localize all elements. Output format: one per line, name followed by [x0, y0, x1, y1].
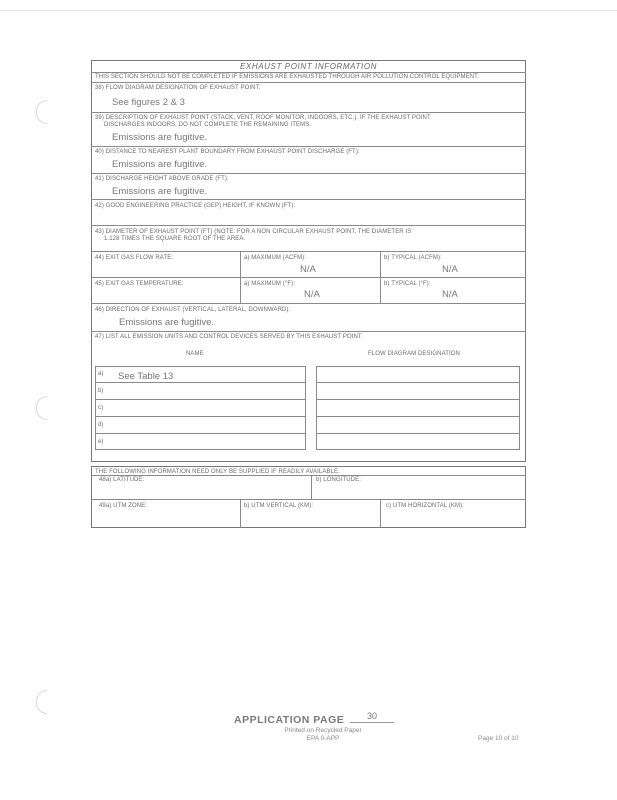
q47-label: 47) LIST ALL EMISSION UNITS AND CONTROL DEVICES SERVED BY THIS EXHAUST POINT:: [95, 334, 363, 340]
q44-typical-label: b) TYPICAL (ACFM):: [384, 255, 442, 261]
punch-hole: [36, 396, 47, 420]
latitude-label: 48a) LATITUDE:: [99, 477, 145, 483]
q40-label: 40) DISTANCE TO NEAREST PLANT BOUNDARY FROM EXHAUST POINT DISCHARGE (FT):: [95, 149, 360, 155]
q39-label-line1: 39) DESCRIPTION OF EXHAUST POINT (STACK, VENT, ROOF MONITOR, INDOORS, ETC.). IF THE EXHAUST POINT: [95, 115, 431, 121]
q47-column-name: NAME: [186, 351, 204, 357]
q45-typical-label: b) TYPICAL (°F):: [384, 281, 431, 287]
q41-value: Emissions are fugitive.: [112, 186, 208, 197]
application-page-label: APPLICATION PAGE: [234, 714, 345, 726]
recycled-paper-note: Printed on Recycled Paper: [284, 727, 362, 734]
q43-label-line1: 43) DIAMETER OF EXHAUST POINT (FT) (NOTE: FOR A NON CIRCULAR EXHAUST POINT, THE DIAMETER IS: [95, 229, 412, 235]
form-title: EXHAUST POINT INFORMATION: [239, 62, 378, 71]
punch-hole: [36, 100, 47, 124]
q41-label: 41) DISCHARGE HEIGHT ABOVE GRADE (FT):: [95, 176, 229, 182]
utm-vertical-label: b) UTM VERTICAL (KM):: [244, 503, 314, 509]
q38-label: 38) FLOW DIAGRAM DESIGNATION OF EXHAUST POINT:: [95, 85, 261, 91]
punch-hole: [36, 690, 47, 714]
q44-typical-value: N/A: [442, 264, 458, 275]
q39-label-line2: DISCHARGES INDOORS, DO NOT COMPLETE THE REMAINING ITEMS.: [104, 122, 312, 128]
q43-label-line2: 1.128 TIMES THE SQUARE ROOT OF THE AREA.: [104, 236, 246, 242]
q40-value: Emissions are fugitive.: [112, 159, 208, 170]
table-row-letter: a): [98, 371, 104, 377]
q45-max-label: a) MAXIMUM (°F):: [244, 281, 295, 287]
form-code: EPA 0-APP: [306, 735, 340, 742]
q44-label: 44) EXIT GAS FLOW RATE:: [95, 255, 174, 261]
page-of: Page 10 of 10: [478, 735, 519, 742]
scan-top-edge: [0, 10, 617, 11]
longitude-label: b) LONGITUDE:: [316, 477, 361, 483]
q44-max-label: a) MAXIMUM (ACFM):: [244, 255, 307, 261]
q44-max-value: N/A: [300, 264, 316, 275]
q47-column-flow-designation: FLOW DIAGRAM DESIGNATION: [368, 351, 460, 357]
table-row-letter: d): [98, 422, 104, 428]
q38-value: See figures 2 & 3: [112, 97, 185, 108]
table-row-letter: c): [98, 405, 104, 411]
q42-label: 42) GOOD ENGINEERING PRACTICE (GEP) HEIGHT, IF KNOWN (FT):: [95, 203, 296, 209]
table-row-letter: e): [98, 439, 104, 445]
section-note: THIS SECTION SHOULD NOT BE COMPLETED IF EMISSIONS ARE EXHAUSTED THROUGH AIR POLLUTION CONTROL EQUIPMENT.: [95, 74, 480, 80]
table-row-name: See Table 13: [118, 371, 174, 382]
q39-value: Emissions are fugitive.: [112, 132, 208, 143]
q46-value: Emissions are fugitive.: [119, 317, 215, 328]
utm-horizontal-label: c) UTM HORIZONTAL (KM):: [386, 503, 464, 509]
location-note: THE FOLLOWING INFORMATION NEED ONLY BE SUPPLIED IF READILY AVAILABLE.: [95, 469, 340, 475]
q45-typical-value: N/A: [442, 289, 458, 300]
application-page-number: 30: [350, 711, 394, 723]
utm-zone-label: 49a) UTM ZONE:: [99, 503, 148, 509]
table-row-letter: b): [98, 388, 104, 394]
q45-label: 45) EXIT GAS TEMPERATURE:: [95, 281, 184, 287]
q46-label: 46) DIRECTION OF EXHAUST (VERTICAL, LATERAL, DOWNWARD):: [95, 307, 291, 313]
q45-max-value: N/A: [304, 289, 320, 300]
q47-flow-cell-box: [316, 366, 520, 450]
